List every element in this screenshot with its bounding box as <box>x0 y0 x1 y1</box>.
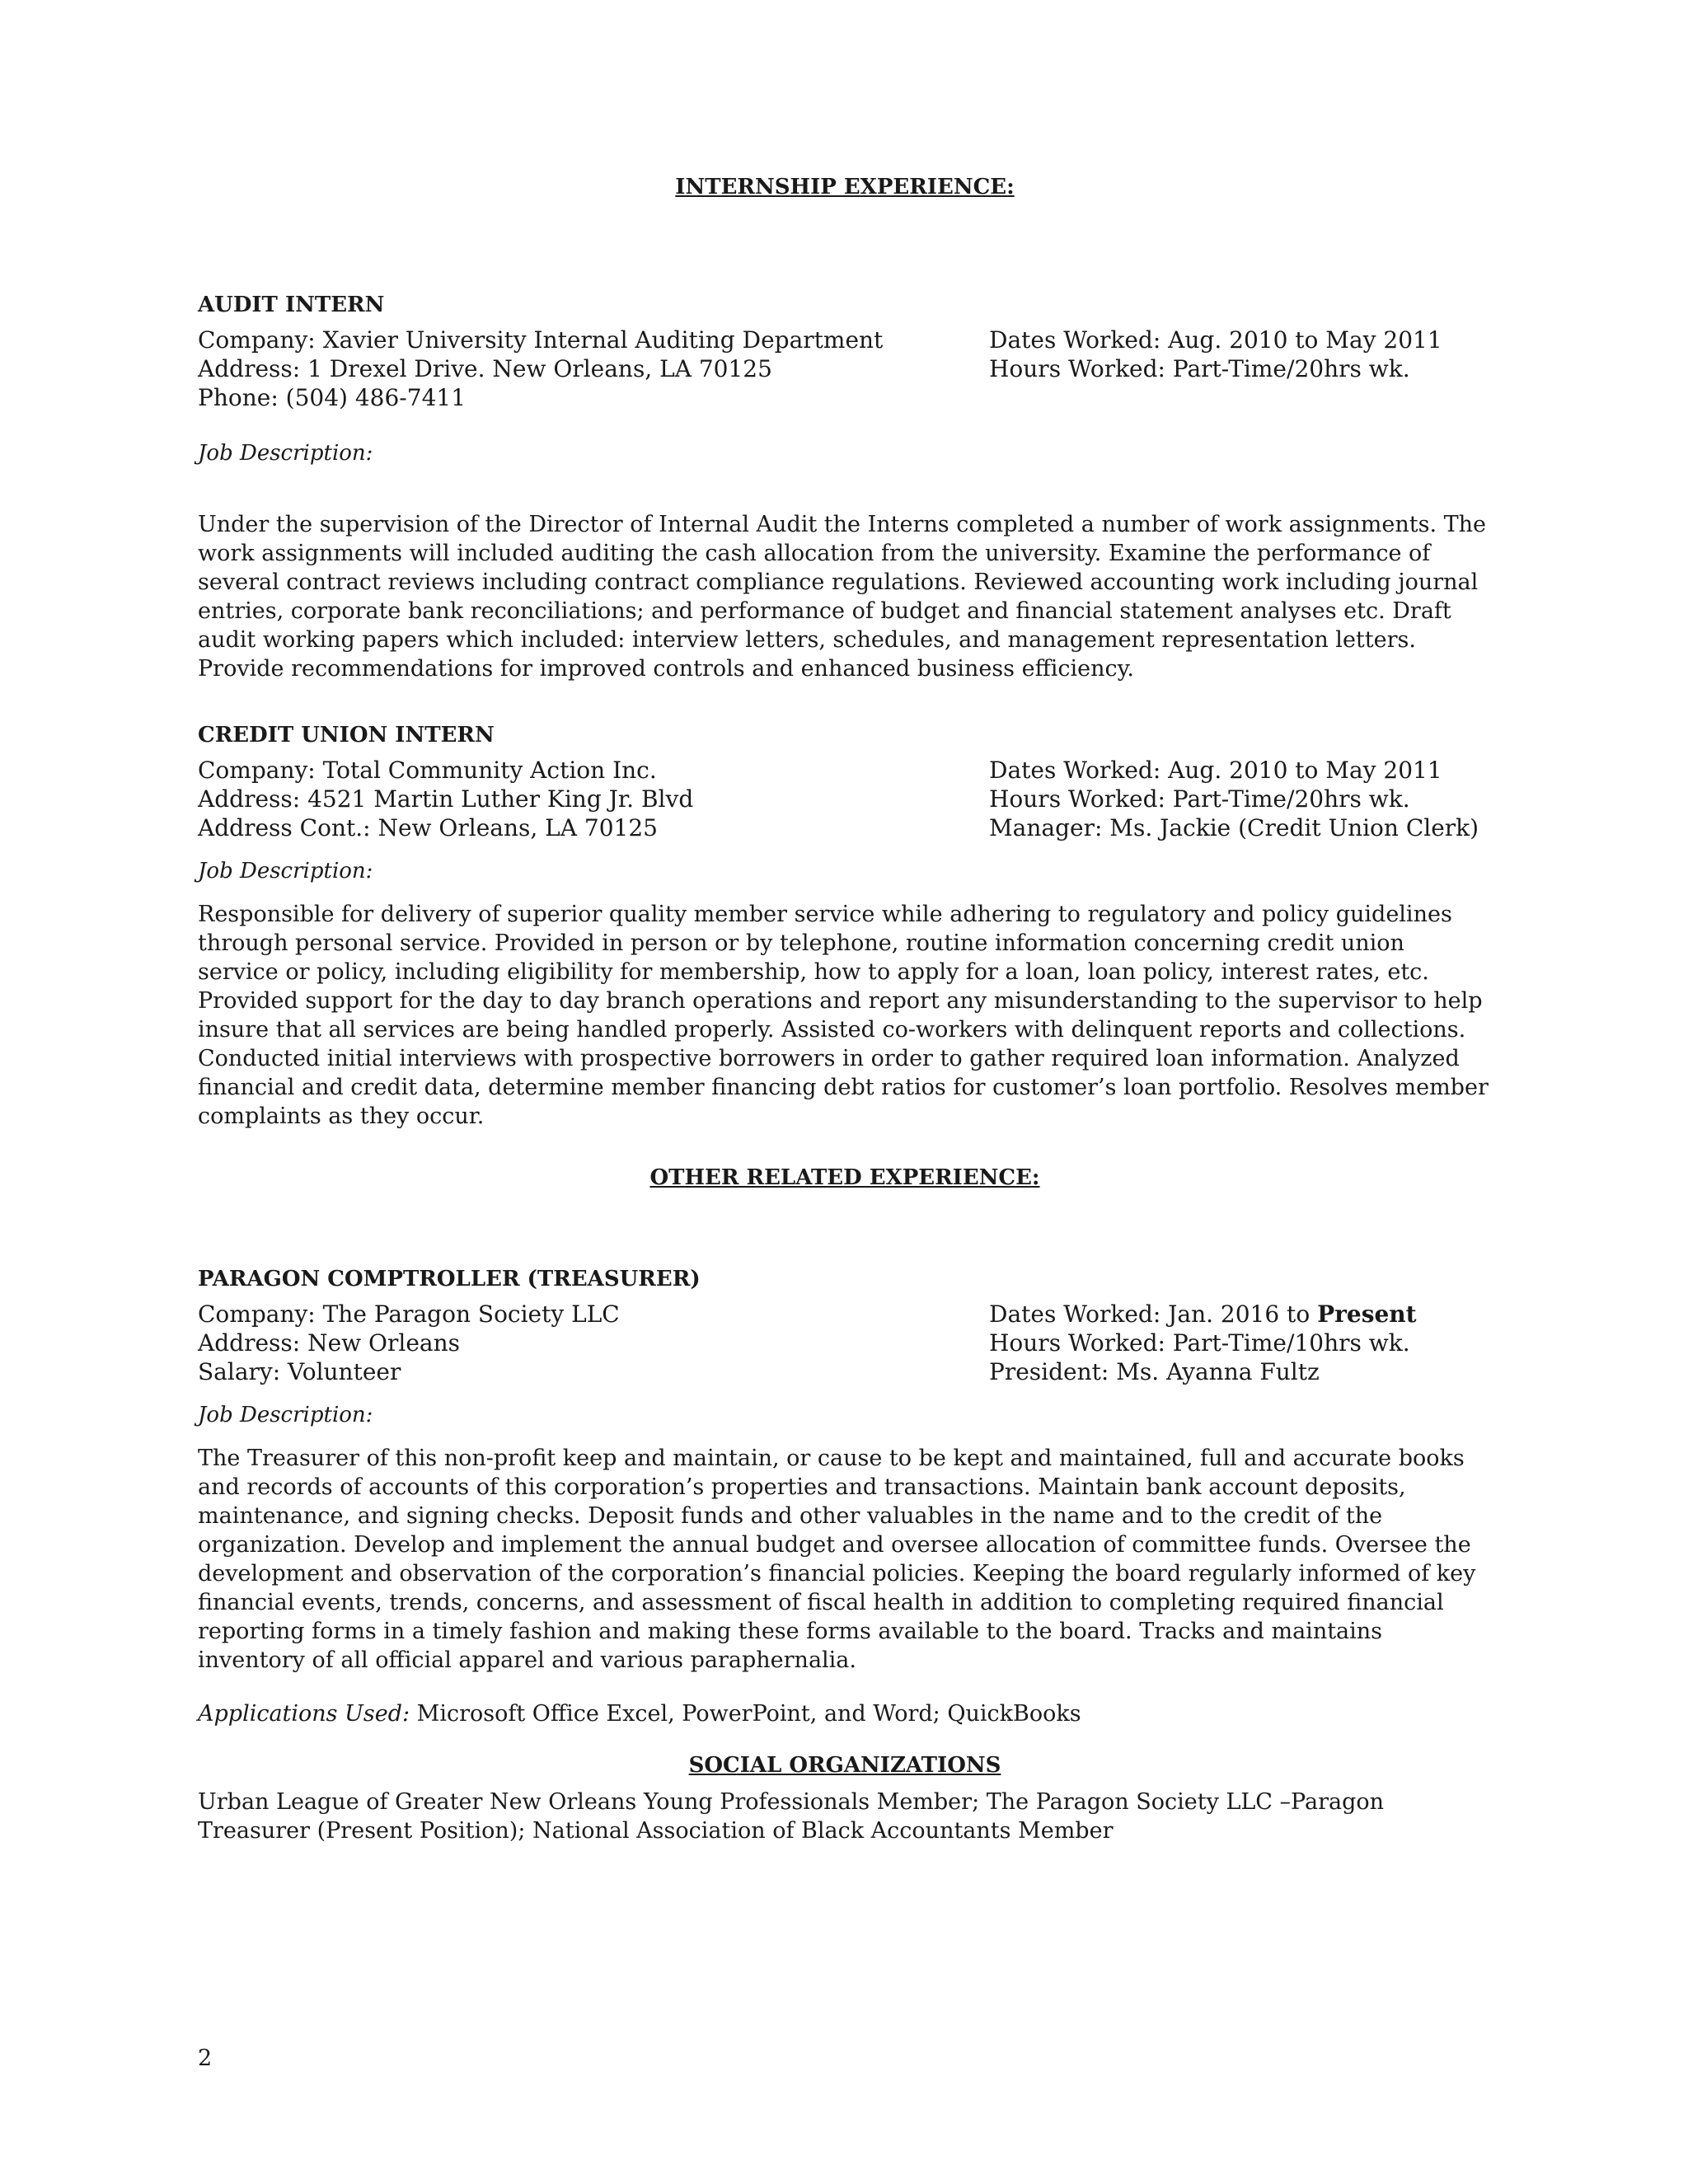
audit-intern-title: AUDIT INTERN <box>198 293 385 317</box>
social-organizations-heading: SOCIAL ORGANIZATIONS <box>688 1753 1001 1778</box>
paragon-president: President: Ms. Ayanna Fultz <box>989 1358 1320 1385</box>
paragon-salary: Salary: Volunteer <box>198 1358 401 1385</box>
paragon-company: Company: The Paragon Society LLC <box>198 1301 620 1328</box>
audit-phone: Phone: (504) 486-7411 <box>198 384 467 411</box>
social-organizations-text: Urban League of Greater New Orleans Young Professionals Member; The Paragon Society LLC –Paragon Treasurer (Present Position); National Association of Black Accountants Member <box>198 1789 1385 1844</box>
audit-description: Under the supervision of the Director of Internal Audit the Interns completed a number of work assignments. The work assignments will included auditing the cash allocation from the university. Examine the performance of several contract reviews including contract compliance regulations. Reviewed accounting work including journal entries, corporate bank reconciliations; and performance of budget and financial statement analyses etc. Draft audit working papers which included: interview letters, schedules, and management representation letters. Provide recommendations for improved controls and enhanced business efficiency. <box>198 512 1486 682</box>
audit-job-description-label: Job Description: <box>198 441 373 466</box>
credit-address-cont: Address Cont.: New Orleans, LA 70125 <box>198 814 658 841</box>
audit-intern-block <box>198 293 1492 683</box>
audit-dates: Dates Worked: Aug. 2010 to May 2011 <box>989 326 1442 354</box>
paragon-details <box>198 1300 1492 1386</box>
paragon-description: The Treasurer of this non-profit keep and maintain, or cause to be kept and maintained, full and accurate books and records of accounts of this corporation’s properties and transactions. Maintain bank account deposits, maintenance, and signing checks. Deposit funds and other valuables in the name and to the credit of the organization. Develop and implement the annual budget and oversee allocation of committee funds. Oversee the development and observation of the corporation’s financial policies. Keeping the board regularly informed of key financial events, trends, concerns, and assessment of fiscal health in addition to completing required financial reporting forms in a timely fashion and making these forms available to the board. Tracks and maintains inventory of all official apparel and various paraphernalia. <box>198 1446 1476 1673</box>
audit-address: Address: 1 Drexel Drive. New Orleans, LA 70125 <box>198 355 772 382</box>
applications-used-value: Microsoft Office Excel, PowerPoint, and Word; QuickBooks <box>410 1701 1081 1727</box>
applications-used-label: Applications Used: <box>198 1701 410 1727</box>
credit-union-block <box>198 723 1492 1131</box>
paragon-dates-present: Present <box>1317 1301 1417 1328</box>
credit-hours: Hours Worked: Part-Time/20hrs wk. <box>989 785 1410 813</box>
paragon-title: PARAGON COMPTROLLER (TREASURER) <box>198 1267 701 1291</box>
paragon-job-description-label: Job Description: <box>198 1403 373 1427</box>
paragon-address: Address: New Orleans <box>198 1329 460 1357</box>
paragon-dates <box>989 1300 1492 1329</box>
paragon-dates-prefix: Dates Worked: Jan. 2016 to <box>989 1301 1318 1328</box>
other-experience-heading: OTHER RELATED EXPERIENCE: <box>649 1165 1040 1190</box>
credit-union-title: CREDIT UNION INTERN <box>198 723 495 748</box>
paragon-block <box>198 1267 1492 1728</box>
credit-dates: Dates Worked: Aug. 2010 to May 2011 <box>989 757 1442 784</box>
page-number: 2 <box>198 2046 213 2071</box>
credit-manager: Manager: Ms. Jackie (Credit Union Clerk) <box>989 814 1479 841</box>
credit-address: Address: 4521 Martin Luther King Jr. Blvd <box>198 785 694 813</box>
applications-used <box>198 1699 1492 1728</box>
credit-job-description-label: Job Description: <box>198 859 373 883</box>
audit-hours: Hours Worked: Part-Time/20hrs wk. <box>989 355 1410 382</box>
paragon-hours: Hours Worked: Part-Time/10hrs wk. <box>989 1329 1410 1357</box>
page-content <box>198 175 1492 1845</box>
credit-details <box>198 756 1492 842</box>
audit-details <box>198 326 1492 412</box>
credit-description: Responsible for delivery of superior quality member service while adhering to regulatory and policy guidelines through personal service. Provided in person or by telephone, routine information concerning credit union service or policy, including eligibility for membership, how to apply for a loan, loan policy, interest rates, etc. Provided support for the day to day branch operations and report any misunderstanding to the supervisor to help insure that all services are being handled properly. Assisted co-workers with delinquent reports and collections. Conducted initial interviews with prospective borrowers in order to gather required loan information. Analyzed financial and credit data, determine member financing debt ratios for customer’s loan portfolio. Resolves member complaints as they occur. <box>198 902 1489 1129</box>
audit-company: Company: Xavier University Internal Auditing Department <box>198 326 884 354</box>
internship-heading: INTERNSHIP EXPERIENCE: <box>675 175 1015 199</box>
credit-company: Company: Total Community Action Inc. <box>198 757 657 784</box>
